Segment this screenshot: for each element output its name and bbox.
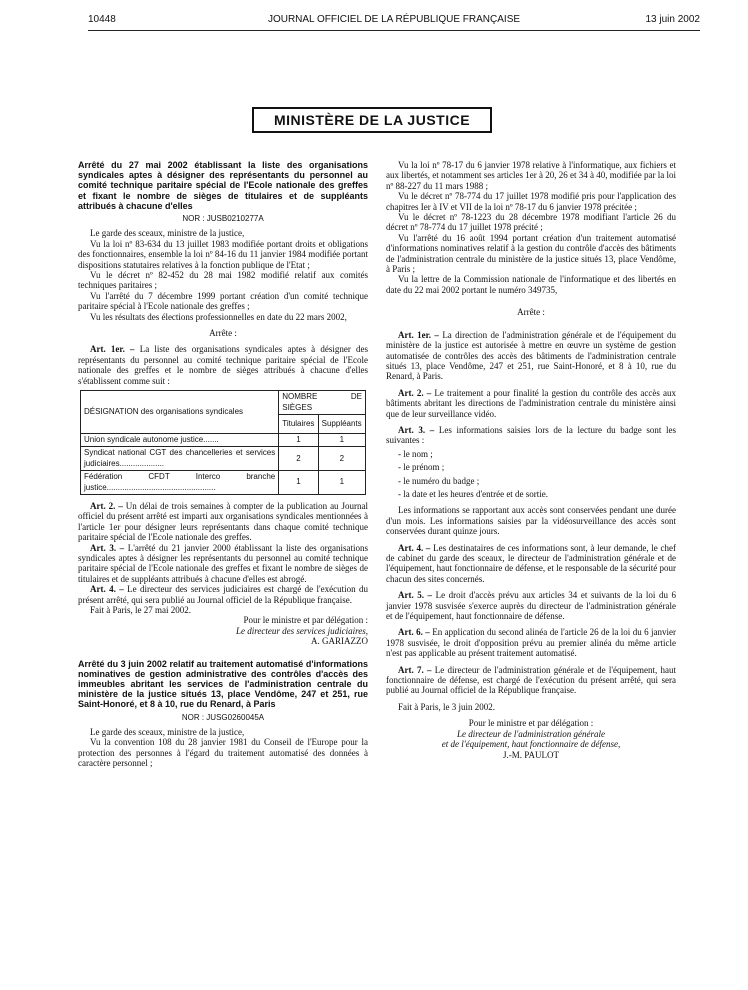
decree1-signatory: A. GARIAZZO [311,636,368,647]
seats-table [80,390,366,495]
decree1-article-2: Art. 2. – Un délai de trois semaines à compter de la publication au Journal officiel du présent arrêté est imparti aux organisations syndicales mentionnées à l'article 1er pour désigner leurs représentants dans chaque comité technique paritaire spécial de l'Ecole nationale des greffes. [78,500,368,543]
decree2-article-3-after: Les informations se rapportant aux accès sont conservées pendant une durée d'un mois. Les informations saisies par la vidéosurveillance des accès sont conservées durant quinze jours. [386,505,676,537]
list-item: - le prénom ; [398,462,445,473]
decree2-para: Le garde des sceaux, ministre de la justice, [90,727,245,738]
decree2-nor: NOR : JUSG0260045A [181,712,265,722]
table-row: Fédération CFDT Interco branche justice................................................. 1 1 [81,471,366,495]
journal-title: JOURNAL OFFICIEL DE LA RÉPUBLIQUE FRANÇAISE [267,14,521,25]
decree1-article-3: Art. 3. – L'arrêté du 21 janvier 2000 établissant la liste des organisations syndicales aptes à désigner les représentants du personnel au comité technique paritaire spécial de l'Ecole nationale des greffes et fixant le nombre de sièges de titulaires et de suppléants attribués à chacune d'elles est abrogé. [78,542,368,584]
list-item: - la date et les heures d'entrée et de sortie. [398,488,549,499]
decree2-para: Vu la convention 108 du 28 janvier 1981 du Conseil de l'Europe pour la protection des personnes à l'égard du traitement automatisé des données à caractère personnel ; [78,737,368,769]
decree2-para: Vu la lettre de la Commission nationale de l'informatique et des libertés en date du 22 mai 2002 portant le numéro 349735, [386,274,676,295]
table-row: Union syndicale autonome justice....... 1 1 [81,433,366,446]
decree1-article-1: Art. 1er. – La liste des organisations syndicales aptes à désigner des représentants du personnel au comité technique paritaire spécial de l'Ecole nationale des greffes et le nombre de sièges attribués à chacune d'elles s'établissent comme suit : [78,344,368,386]
decree2-para: Vu le décret nº 78-1223 du 28 décembre 1978 modifiant l'article 26 du décret nº 78-774 du 17 juillet 1978 précité ; [386,212,676,233]
decree2-done: Fait à Paris, le 3 juin 2002. [398,701,495,712]
decree2-article-4: Art. 4. – Les destinataires de ces informations sont, à leur demande, le chef de cabinet du garde des sceaux, le directeur de l'administration générale et de l'équipement, haut fonctionnaire de défense, et le responsable de la sécurité pour chacun des sites concernés. [386,542,676,584]
ministry-heading: MINISTÈRE DE LA JUSTICE [252,107,492,133]
page-header [88,14,700,28]
decree1-para: Vu la loi nº 83-634 du 13 juillet 1983 modifiée portant droits et obligations des fonctionnaires, ensemble la loi nº 84-16 du 11 janvier 1984 modifiée portant dispositions statutaires relatives à la fonction publique de l'Etat ; [78,238,368,270]
decree1-para: Le garde des sceaux, ministre de la justice, [90,228,245,239]
decree1-title: Arrêté du 27 mai 2002 établissant la liste des organisations syndicales aptes à désigner des représentants du personnel au comité technique paritaire spécial de l'Ecole nationale des greffes et fixant le nombre de sièges de titulaires et de suppléants attribués à chacune d'elles [78,160,368,211]
table-row: Syndicat national CGT des chancelleries et services judiciaires.................... 2 2 [81,447,366,471]
decree2-article-2: Art. 2. – Le traitement a pour finalité la gestion du contrôle des accès aux bâtiments abritant les directions de l'administration centrale du ministère ainsi que de leur surveillance vidéo. [386,387,676,419]
decree2-article-7: Art. 7. – Le directeur de l'administration générale et de l'équipement, haut fonctionnaire de défense, est chargé de l'exécution du présent arrêté, qui sera publié au Journal officiel de la République française. [386,664,677,696]
decree2-para: Vu le décret nº 78-774 du 17 juillet 1978 modifié pris pour l'application des chapitres Ier à IV et VII de la loi nº 78-17 du 6 janvier 1978 précitée ; [386,191,676,212]
decree1-para: Vu les résultats des élections professionnelles en date du 22 mars 2002, [90,311,347,322]
decree2-signature-title-2: et de l'équipement, haut fonctionnaire de défense, [441,739,621,750]
decree2-article-6: Art. 6. – En application du second alinéa de l'article 26 de la loi du 6 janvier 1978 susvisée, le droit d'opposition prévu au premier alinéa du même article n'est pas applicable au présent traitement automatisé. [386,627,676,659]
publication-date: 13 juin 2002 [645,14,700,25]
decree2-para: Vu la loi nº 78-17 du 6 janvier 1978 relative à l'informatique, aux fichiers et aux libertés, et notamment ses articles 1er à 20, 26 et 34 à 40, modifiée par la loi nº 88-227 du 11 mars 1988 ; [386,160,676,191]
decree1-nor: NOR : JUSB0210277A [182,214,264,224]
table-header-suppleants: Suppléants [318,414,365,433]
article-label: Art. 1er. – [90,344,135,355]
decree2-arrete: Arrête : [517,307,545,318]
decree2-signature-line: Pour le ministre et par délégation : [468,718,594,729]
decree2-article-1: Art. 1er. – La direction de l'administration générale et de l'équipement du ministère de la justice est autorisée à mettre en œuvre un système de gestion automatisée de contrôles des accès des bâtiments de l'administration centrale situés 13, place Vendôme, 247 et 251, rue Saint-Honoré, et 8 à 10, rue du Renard, à Paris. [386,329,677,382]
decree1-arrete: Arrête : [209,328,237,339]
header-rule [88,30,700,31]
decree2-signatory: J.-M. PAULOT [503,749,559,760]
decree1-done: Fait à Paris, le 27 mai 2002. [90,605,191,616]
table-header-seats: NOMBRE DE SIÈGES [279,391,366,415]
decree2-signature-title: Le directeur de l'administration générale [456,728,606,739]
list-item: - le nom ; [398,448,433,459]
decree1-signature-line: Pour le ministre et par délégation : [243,615,368,626]
list-item: - le numéro du badge ; [398,475,480,486]
decree2-para: Vu l'arrêté du 16 août 1994 portant création d'un traitement automatisé d'informations nominatives relatif à la gestion du contrôle d'accès des bâtiments de l'administration centrale du ministère de la justice situés 13, place Vendôme, à Paris ; [386,232,676,275]
decree1-article-4: Art. 4. – Le directeur des services judiciaires est chargé de l'exécution du présent arrêté, qui sera publié au Journal officiel de la République française. [78,584,368,605]
decree1-signature-title: Le directeur des services judiciaires, [235,625,368,636]
decree1-para: Vu l'arrêté du 7 décembre 1999 portant création d'un comité technique paritaire spécial à l'Ecole nationale des greffes ; [78,290,368,312]
page-number: 10448 [88,14,116,25]
decree2-article-5: Art. 5. – Le droit d'accès prévu aux articles 34 et suivants de la loi du 6 janvier 1978 susvisée s'exerce auprès du directeur de l'administration générale et de l'équipement, haut fonctionnaire de défense. [386,590,676,622]
table-header-designation: DÉSIGNATION des organisations syndicales [81,391,279,434]
decree2-title: Arrêté du 3 juin 2002 relatif au traitement automatisé d'informations nominatives de gestion administrative des contrôles d'accès des immeubles abritant les services de l'administration centrale du ministère de la justice situés 13, place Vendôme, 247 et 251, rue Saint-Honoré, et 8 à 10, rue du Renard, à Paris [78,658,368,710]
table-header-titulaires: Titulaires [279,414,318,433]
decree1-para: Vu le décret nº 82-452 du 28 mai 1982 modifié relatif aux comités techniques paritaires ; [78,270,368,291]
right-column [386,160,676,760]
left-column [78,160,368,769]
decree2-article-3: Art. 3. – Les informations saisies lors de la lecture du badge sont les suivantes : [386,424,676,446]
